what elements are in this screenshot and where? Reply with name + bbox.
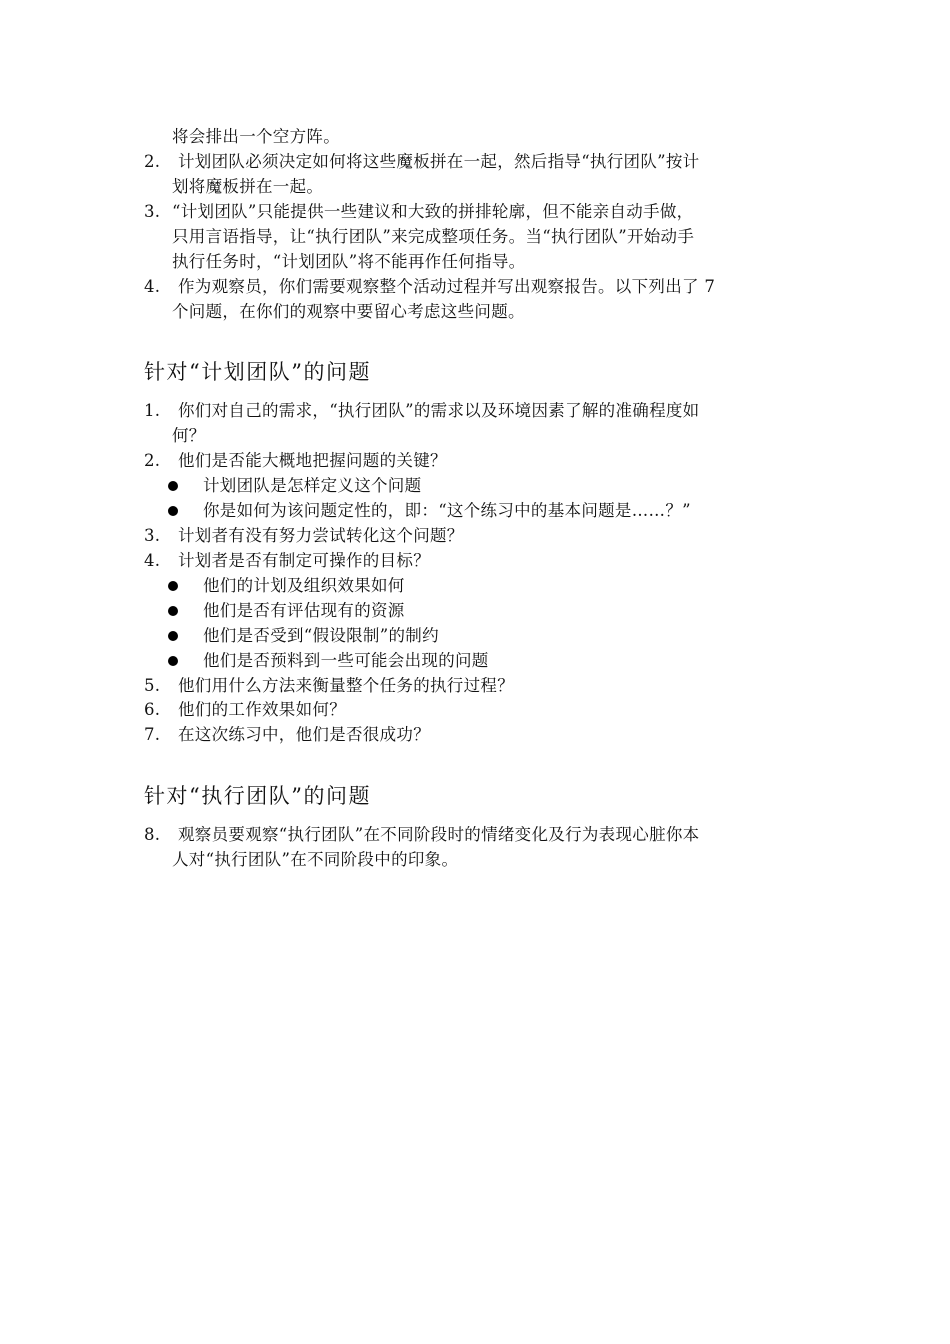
bullet-text: 计划团队是怎样定义这个问题 [203,476,422,495]
list-item-line: 计划团队必须决定如何将这些魔板拼在一起，然后指导“执行团队”按计 [178,152,700,171]
list-item-line: 你们对自己的需求，“执行团队”的需求以及环境因素了解的准确程度如 [178,401,700,420]
list-item-number: 1. [144,401,161,420]
bullet-icon [168,631,178,641]
section-heading-planning-team: 针对“计划团队”的问题 [144,360,371,384]
list-item-text: 计划者有没有努力尝试转化这个问题？ [178,526,464,545]
list-item-number: 5. [144,676,161,695]
bullet-icon [168,656,178,666]
bullet-text: 你是如何为该问题定性的，即：“这个练习中的基本问题是……？” [203,501,691,520]
section-heading-execution-team: 针对“执行团队”的问题 [144,784,371,808]
list-item-text: 他们的工作效果如何？ [178,700,346,719]
list-item-line: 将会排出一个空方阵。 [172,127,340,146]
list-item-text: 他们用什么方法来衡量整个任务的执行过程？ [178,676,514,695]
list-item-line: 执行任务时，“计划团队”将不能再作任何指导。 [172,252,526,271]
list-item-line: 何？ [172,426,206,445]
list-item-number: 2. [144,152,161,171]
list-item-number: 3. [144,202,161,221]
bullet-text: 他们是否有评估现有的资源 [203,601,405,620]
bullet-text: 他们的计划及组织效果如何 [203,576,405,595]
bullet-icon [168,581,178,591]
list-item-number: 2. [144,451,161,470]
list-item-text: 在这次练习中，他们是否很成功？ [178,725,430,744]
list-item-number: 7. [144,725,161,744]
bullet-icon [168,506,178,516]
list-item-line: 划将魔板拼在一起。 [172,177,324,196]
list-item-number: 4. [144,277,161,296]
list-item-line: 只用言语指导，让“执行团队”来完成整项任务。当“执行团队”开始动手 [172,227,695,246]
list-item-text: 他们是否能大概地把握问题的关键？ [178,451,447,470]
bullet-icon [168,481,178,491]
list-item-line: 观察员要观察“执行团队”在不同阶段时的情绪变化及行为表现心脏你本 [178,825,700,844]
list-item-number: 3. [144,526,161,545]
list-item-line: 个问题，在你们的观察中要留心考虑这些问题。 [172,302,525,321]
list-item-line: 人对“执行团队”在不同阶段中的印象。 [172,850,459,869]
list-item-number: 8. [144,825,161,844]
list-item-line: “计划团队”只能提供一些建议和大致的拼排轮廓，但不能亲自动手做， [172,202,694,221]
bullet-text: 他们是否预料到一些可能会出现的问题 [203,651,489,670]
bullet-text: 他们是否受到“假设限制”的制约 [203,626,439,645]
list-item-line: 作为观察员，你们需要观察整个活动过程并写出观察报告。以下列出了 7 [178,277,716,296]
list-item-number: 4. [144,551,161,570]
list-item-number: 6. [144,700,161,719]
list-item-text: 计划者是否有制定可操作的目标？ [178,551,430,570]
bullet-icon [168,606,178,616]
